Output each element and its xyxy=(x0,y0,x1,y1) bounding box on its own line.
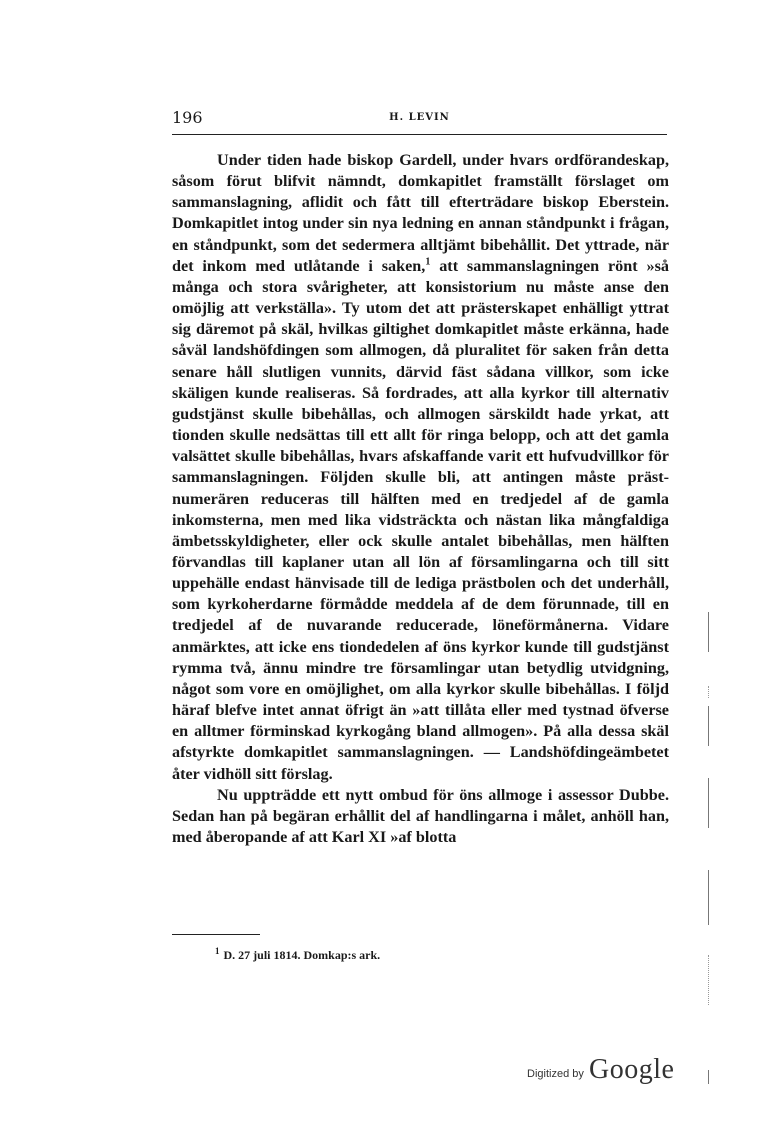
scan-margin-mark xyxy=(708,778,709,828)
scan-margin-mark xyxy=(708,955,709,1005)
scan-margin-mark xyxy=(708,870,709,925)
paragraph-2: Nu uppträdde ett nytt ombud för öns allmoge i assessor Dubbe. Sedan han på begäran erhållit del af handlingarna i målet, anhöll han, med åberopande af att Karl XI »af blotta xyxy=(172,785,669,846)
footnote-mark: 1 xyxy=(215,946,220,956)
paragraph-1-text-a: Under tiden hade biskop Gardell, under hvars ordförandeskap, såsom förut blifvit nämndt, domkapitlet framställt förslaget om sammanslagning, aflidit och fått till efterträdare biskop Eberstein. Domkapitlet intog under sin nya ledning en annan ståndpunkt i frågan, en ståndpunkt, som det sedermera alltjämt bibehållit. Det yttrade, när det inkom med utlåtande i saken, xyxy=(172,151,669,275)
google-logo: Google xyxy=(589,1054,675,1085)
page-header xyxy=(172,108,667,132)
page-number: 196 xyxy=(172,108,203,127)
footnote-reference: 1 xyxy=(425,256,431,268)
scan-margin-mark xyxy=(708,612,709,652)
body-text xyxy=(172,150,669,848)
paragraph-1-text-b: att sammanslagningen rönt »så många och stora svårigheter, att konsistorium nu måste anse den omöjlig att verkställa». Ty utom det att prästerskapet enhälligt yttrat sig däremot på skäl, hvilkas giltighet domkapitlet måste erkänna, hade såväl landshöfdingen som allmogen, då pluralitet för saken från detta senare håll slutligen vunnits, därvid fäst sådana villkor, som icke skäligen kunde realiseras. Så fordrades, att alla kyrkor till alternativ gudstjänst skulle bibehållas, och allmogen särskildt hade yrkat, att tionden skulle nedsättas till ett allt för ringa belopp, och att det gamla valsättet skulle bibehållas, hvars afskaffande varit ett hufvudvillkor för sammanslagningen. Följden skulle bli, att antingen måste prästnumerären reduceras till hälften med en tredjedel af de gamla inkomsterna, men med lika vidsträckta och nästan lika mångfaldiga ämbetsskyldigheter, eller ock skulle antalet bibehållas, men hälften förvandlas till kaplaner utan all lön af församlingarna och till sitt uppehälle endast hänvisade till de lediga prästbolen och det underhåll, som kyrkoherdarne förmådde meddela af de dem förunnade, till en tredjedel af de nuvarande reducerade, löneförmånerna. Vidare anmärktes, att icke ens tiondedelen af öns kyrkor kunde till gudstjänst rymma två, ännu mindre tre församlingar utan betydlig utvidgning, något som vore en omöjlighet, om alla kyrkor skulle bibehållas. I följd häraf blefve intet annat öfrigt än »att tillåta eller med tystnad öfverse en alltmer förminskad kyrkogång bland allmogen». På alla dessa skäl afstyrkte domkapitlet sammanslagningen. — Landshöfdingeämbetet åter vidhöll sitt förslag. xyxy=(172,256,670,783)
footnote xyxy=(215,946,380,963)
header-rule xyxy=(172,134,667,135)
running-head: H. LEVIN xyxy=(389,112,450,123)
scan-margin-mark xyxy=(708,686,709,698)
scan-margin-mark xyxy=(708,706,709,746)
footnote-rule xyxy=(172,934,260,935)
footnote-text: D. 27 juli 1814. Domkap:s ark. xyxy=(223,948,381,962)
scan-margin-mark xyxy=(708,1070,709,1084)
watermark-prefix: Digitized by xyxy=(527,1068,584,1080)
paragraph-1 xyxy=(172,150,669,785)
google-watermark xyxy=(527,1054,687,1086)
